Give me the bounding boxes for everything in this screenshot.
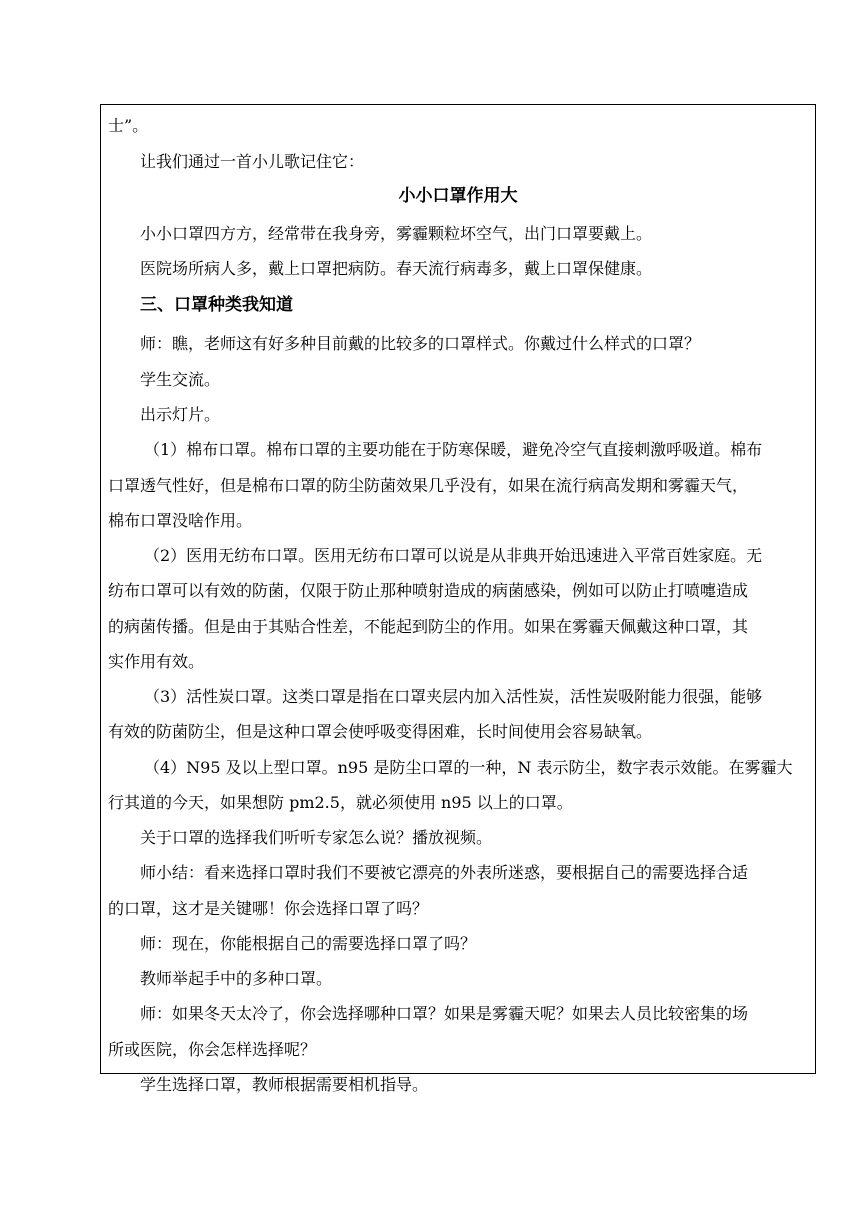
text-line: 关于口罩的选择我们听听专家怎么说？播放视频。 xyxy=(140,828,493,847)
text-line: 师小结：看来选择口罩时我们不要被它漂亮的外表所迷惑，要根据自己的需要选择合适 xyxy=(140,863,749,882)
text-line: 纺布口罩可以有效的防菌，仅限于防止那种喷射造成的病菌感染，例如可以防止打喷嚏造成 xyxy=(108,581,749,600)
poem-line: 医院场所病人多，戴上口罩把病防。春天流行病毒多，戴上口罩保健康。 xyxy=(140,259,653,278)
text-line: 教师举起手中的多种口罩。 xyxy=(140,969,333,988)
text-line: 师：现在，你能根据自己的需要选择口罩了吗？ xyxy=(140,934,477,953)
text-line: （3）活性炭口罩。这类口罩是指在口罩夹层内加入活性炭，活性炭吸附能力很强，能够 xyxy=(144,687,763,706)
text-line: 出示灯片。 xyxy=(140,405,221,424)
text-line: 士”。 xyxy=(108,116,149,135)
poem-title: 小小口罩作用大 xyxy=(398,186,518,206)
text-line: 行其道的今天，如果想防 pm2.5，就必须使用 n95 以上的口罩。 xyxy=(108,793,573,812)
text-line: （4）N95 及以上型口罩。n95 是防尘口罩的一种，N 表示防尘，数字表示效能。在雾霾大 xyxy=(144,758,793,777)
text-line: 的病菌传播。但是由于其贴合性差，不能起到防尘的作用。如果在雾霾天佩戴这种口罩，其 xyxy=(108,617,749,636)
text-line: 棉布口罩没啥作用。 xyxy=(108,511,253,530)
text-line: （1）棉布口罩。棉布口罩的主要功能在于防寒保暖，避免冷空气直接刺激呼吸道。棉布 xyxy=(144,440,763,459)
text-line: 有效的防菌防尘，但是这种口罩会使呼吸变得困难，长时间使用会容易缺氧。 xyxy=(108,722,653,741)
text-line: 口罩透气性好，但是棉布口罩的防尘防菌效果几乎没有，如果在流行病高发期和雾霾天气， xyxy=(108,476,749,495)
text-line: 所或医院，你会怎样选择呢？ xyxy=(108,1040,317,1059)
text-line: 师：如果冬天太冷了，你会选择哪种口罩？如果是雾霾天呢？如果去人员比较密集的场 xyxy=(140,1004,749,1023)
text-line: （2）医用无纺布口罩。医用无纺布口罩可以说是从非典开始迅速进入平常百姓家庭。无 xyxy=(144,546,763,565)
text-line: 让我们通过一首小儿歌记住它： xyxy=(140,152,365,171)
text-line: 学生交流。 xyxy=(140,370,221,389)
text-line: 师：瞧，老师这有好多种目前戴的比较多的口罩样式。你戴过什么样式的口罩？ xyxy=(140,334,701,353)
poem-line: 小小口罩四方方，经常带在我身旁，雾霾颗粒坏空气，出门口罩要戴上。 xyxy=(140,224,653,243)
text-line: 的口罩，这才是关键哪！你会选择口罩了吗？ xyxy=(108,899,429,918)
text-line: 学生选择口罩，教师根据需要相机指导。 xyxy=(140,1075,429,1094)
section-heading: 三、口罩种类我知道 xyxy=(140,295,293,315)
text-line: 实作用有效。 xyxy=(108,652,205,671)
